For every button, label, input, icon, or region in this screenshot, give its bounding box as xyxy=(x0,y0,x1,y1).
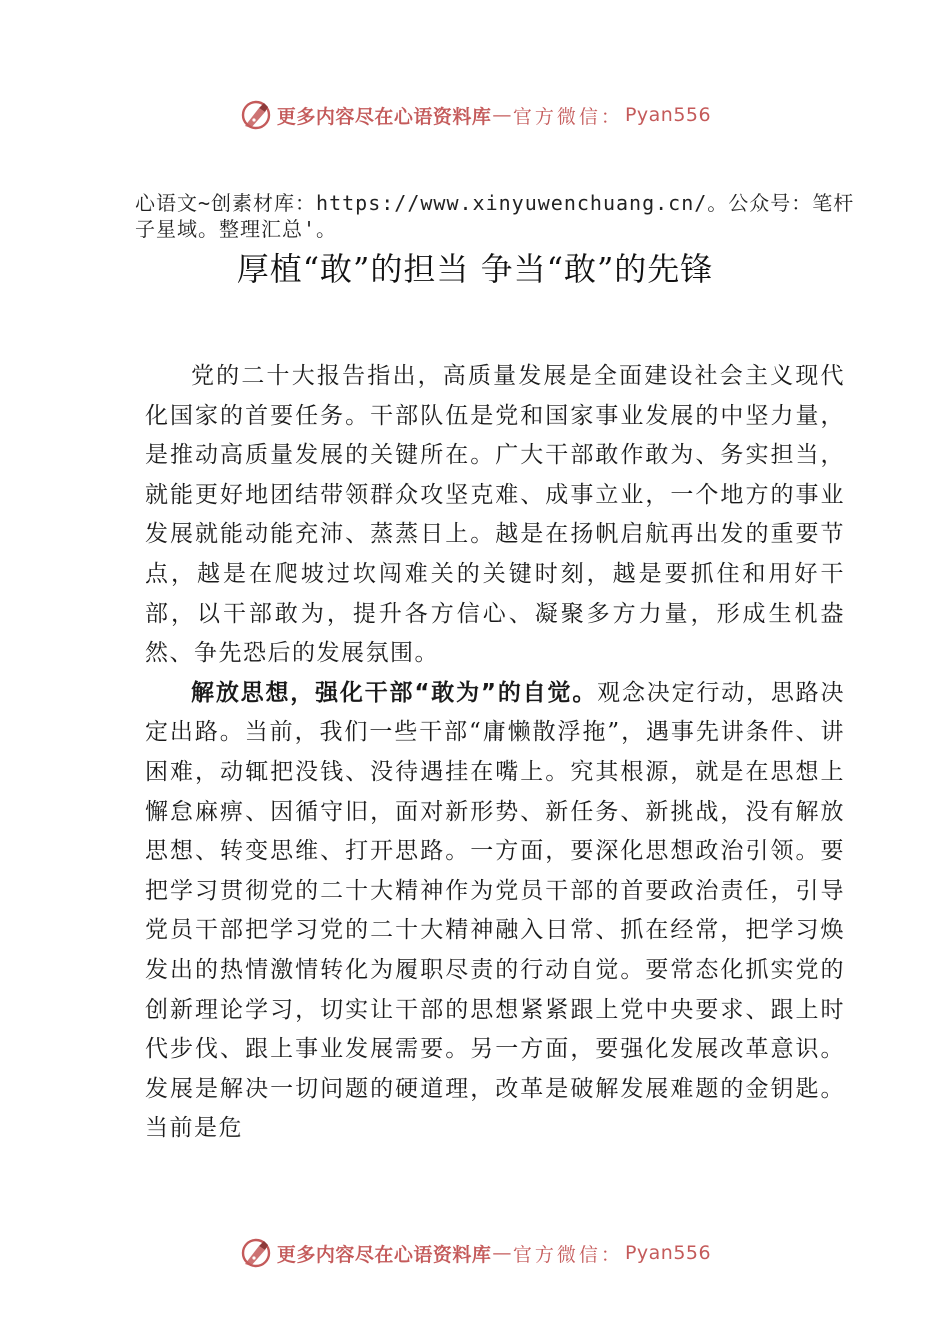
watermark-text: 更多内容尽在心语资料库 xyxy=(276,1243,492,1266)
watermark-separator: — xyxy=(492,1242,512,1264)
article-body xyxy=(145,357,845,1149)
page-title: 厚植“敢”的担当 争当“敢”的先锋 xyxy=(236,250,714,288)
paragraph xyxy=(145,674,845,1149)
paragraph-text: 观念决定行动，思路决定出路。当前，我们一些干部“庸懒散浮拖”，遇事先讲条件、讲困难，动辄把没钱、没待遇挂在嘴上。究其根源，就是在思想上懈怠麻痹、因循守旧，面对新形势、新任务、新挑战，没有解放思想、转变思维、打开思路。一方面，要深化思想政治引领。要把学习贯彻党的二十大精神作为党员干部的首要政治责任，引导党员干部把学习党的二十大精神融入日常、抓在经常，把学习焕发出的热情激情转化为履职尽责的行动自觉。要常态化抓实党的创新理论学习，切实让干部的思想紧紧跟上党中央要求、跟上时代步伐、跟上事业发展需要。另一方面，要强化发展改革意识。发展是解决一切问题的硬道理，改革是破解发展难题的金钥匙。当前是危 xyxy=(145,679,846,1142)
watermark-wechat-id: Pyan556 xyxy=(624,1242,712,1264)
source-note: 心语文~创素材库：https://www.xinyuwenchuang.cn/。公众号：笔杆子星域。整理汇总'。 xyxy=(135,191,855,241)
paragraph-lead: 解放思想，强化干部“敢为”的自觉。 xyxy=(191,679,598,706)
watermark-label: 官方微信： xyxy=(512,1243,623,1266)
pen-nib-logo-icon xyxy=(239,98,273,132)
paragraph xyxy=(145,357,845,674)
pen-nib-logo-icon xyxy=(239,1236,273,1270)
watermark-wechat-id: Pyan556 xyxy=(624,104,712,126)
watermark-label: 官方微信： xyxy=(512,105,623,128)
watermark-text: 更多内容尽在心语资料库 xyxy=(276,105,492,128)
footer-watermark xyxy=(0,1233,950,1273)
header-watermark xyxy=(0,95,950,135)
watermark-separator: — xyxy=(492,104,512,126)
paragraph-text: 党的二十大报告指出，高质量发展是全面建设社会主义现代化国家的首要任务。干部队伍是党和国家事业发展的中坚力量，是推动高质量发展的关键所在。广大干部敢作敢为、务实担当，就能更好地团结带领群众攻坚克难、成事立业，一个地方的事业发展就能动能充沛、蒸蒸日上。越是在扬帆启航再出发的重要节点，越是在爬坡过坎闯难关的关键时刻，越是要抓住和用好干部，以干部敢为，提升各方信心、凝聚多方力量，形成生机盎然、争先恐后的发展氛围。 xyxy=(145,363,845,667)
